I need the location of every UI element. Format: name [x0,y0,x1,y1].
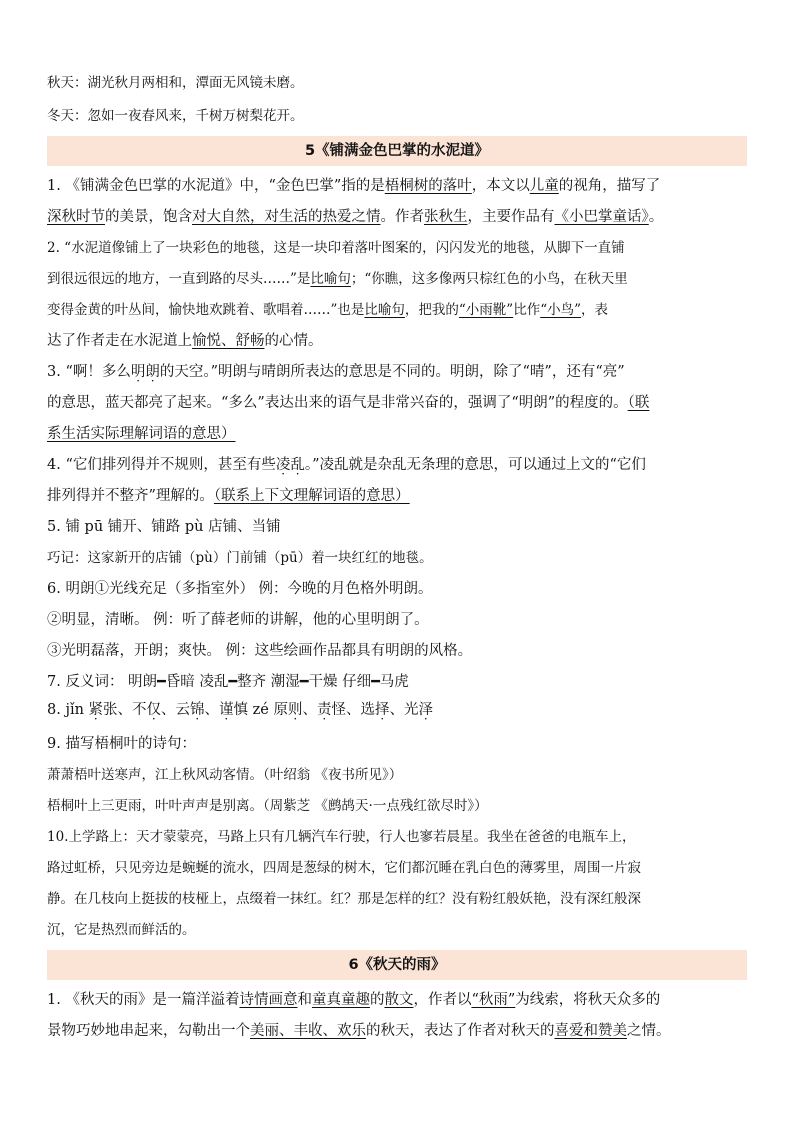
text: 到很远很远的地方，一直到路的尽头……”是 [47,271,311,287]
s5-item-9-poem-1: 萧萧梧叶送寒声，江上秋风动客情。（叶绍翁 《夜书所见》） [47,767,403,783]
blank-answer: 张秋生 [424,209,468,225]
s5-item-10-line-3: 静。在几枝向上挺拔的枝桠上，点缀着一抹红。红？那是怎样的红？没有粉红般妖艳，没有深红般深 [47,891,641,907]
blank-answer: “小雨靴” [458,302,514,318]
text: 比作 [513,302,541,318]
text: 慎 zé 原 [233,702,288,718]
text: 怪、选 [331,702,375,718]
s5-item-9-poem-2: 梧桐叶上三更雨，叶叶声声是别离。（周紫芝 《鹧鸪天·一点残红欲尽时》） [47,798,488,814]
text: 张、不 [103,702,147,718]
s5-item-1-line-1 [47,177,747,195]
dotted-char: 泽 [418,702,433,718]
section-6-banner [47,950,747,980]
blank-answer: 美丽、丰收、欢乐 [250,1023,366,1039]
text: 、 [302,702,317,718]
blank-answer: 愉悦、舒畅 [192,333,265,349]
text: ，表 [581,302,609,318]
dotted-char: 乱 [290,457,305,473]
dotted-char: 明 [130,364,146,380]
blank-answer: 深秋时节 [47,209,105,225]
method-note: 系生活实际理解词语的意思） [47,426,236,442]
text: 1. 《铺满金色巴掌的水泥道》中，“金色巴掌”指的是 [47,178,385,194]
text: 。作者 [380,209,424,225]
s5-item-9: 9. 描写梧桐叶的诗句： [47,736,196,752]
text: ，把我的 [404,302,459,318]
text: 和 [297,992,312,1008]
text: 、 [204,702,220,718]
s5-item-5-tip: 巧记：这家新开的店铺（pù）门前铺（pū）着一块红红的地毯。 [47,550,433,566]
blank-answer: 童真童趣 [311,992,370,1008]
s5-item-3-line-1 [47,363,747,381]
blank-answer: 儿童 [529,178,559,194]
s5-item-10-line-2: 路过虹桥，只见旁边是蜿蜒的流水，四周是葱绿的树木，它们都沉睡在乳白色的薄雾里，周围一片寂 [47,860,641,876]
dotted-char: 则 [287,702,303,718]
poem-autumn: 秋天：湖光秋月两相和，潭面无风镜未磨。 [47,75,304,91]
s5-item-2-line-4 [47,332,747,350]
s5-item-2-line-1: 2. “水泥道像铺上了一块彩色的地毯，这是一块印着落叶图案的，闪闪发光的地毯，从脚下一直铺 [47,240,625,256]
text: 。 [648,209,664,225]
section-5-banner [47,136,747,166]
text: 3. “啊！多么 [47,364,131,380]
text: 变得金黄的叶丛间，愉快地欢跳着、歌唱着……”也是 [47,302,365,318]
text: 8. jǐn [47,702,89,718]
dotted-char: 仅 [146,702,162,718]
text: 的天空。”明朗与晴朗所表达的意思是不同的。明朗，除了“晴”，还有“亮” [159,364,625,380]
text: ，本文以 [471,178,530,194]
text: 景物巧妙地串起来，勾勒出一个 [47,1023,250,1039]
s5-item-4-line-1 [47,456,747,474]
s5-item-4-line-2 [47,487,747,505]
s5-item-7: 7. 反义词： 明朗━昏暗 凌乱━整齐 潮湿━干燥 仔细━马虎 [47,674,409,690]
s5-item-2-line-3 [47,301,747,319]
dotted-char: 谨 [219,702,234,718]
dotted-char: 朗 [145,364,160,380]
method-note: （联 [627,395,650,411]
s5-item-2-line-2 [47,270,747,288]
dotted-char: 责 [316,702,332,718]
dotted-char: 凌 [275,457,291,473]
text: ，主要作品有 [467,209,555,225]
blank-answer: 诗情画意 [239,992,298,1008]
s5-item-6-3: ③光明磊落，开朗；爽快。 例：这些绘画作品都具有明朗的风格。 [47,643,473,659]
method-note: （联系上下文理解词语的意思） [213,488,410,504]
text: 的意思，蓝天都亮了起来。“多么”表达出来的语气是非常兴奋的，强调了“明朗”的程度的。 [47,395,628,411]
text: 、云 [161,702,191,718]
blank-answer: 散文 [384,992,414,1008]
text: 为线索，将秋天众多的 [515,992,661,1008]
text: 之情。 [627,1023,671,1039]
blank-answer: 梧桐树的落叶 [384,178,472,194]
document-page [47,74,747,1040]
text: 4. “它们排列得并不规则，甚至有些 [47,457,276,473]
blank-answer: 比喻句 [364,302,405,318]
s5-item-5: 5. 铺 pū 铺开、铺路 pù 店铺、当铺 [47,519,281,535]
text: 的视角，描写了 [558,178,661,194]
text: 的心情。 [264,333,323,349]
text: 1. 《秋天的雨》是一篇洋溢着 [47,992,240,1008]
blank-answer: 《小巴掌童话》 [554,209,649,225]
text: ，作者以 [413,992,472,1008]
text: 排列得并不整齐”理解的。 [47,488,214,504]
s6-item-1-line-1 [47,991,747,1009]
blank-answer: “秋雨” [471,992,516,1008]
blank-answer: 喜爱和赞美 [554,1023,627,1039]
s5-item-6-2: ②明显，清晰。 例：听了薛老师的讲解，他的心里明朗了。 [47,612,429,628]
s5-item-10-line-4: 沉，它是热烈而鲜活的。 [47,922,196,938]
s5-item-10-line-1: 10.上学路上：天才蒙蒙亮，马路上只有几辆汽车行驶，行人也寥若晨星。我坐在爸爸的电瓶车上， [47,829,636,845]
text: 的 [369,992,385,1008]
blank-answer: 比喻句 [310,271,351,287]
text: 达了作者走在水泥道上 [47,333,192,349]
poem-winter: 冬天：忽如一夜春风来，千树万树梨花开。 [47,108,304,124]
dotted-char: 紧 [88,702,104,718]
section-6-title: 6《秋天的雨》 [348,957,446,973]
s5-item-3-line-2 [47,394,747,412]
text: ；“你瞧，这多像两只棕红色的小鸟，在秋天里 [350,271,628,287]
s5-item-6-1: 6. 明朗①光线充足（多指室外） 例：今晚的月色格外明朗。 [47,581,433,597]
dotted-char: 锦 [190,702,205,718]
s5-item-1-line-2 [47,208,747,226]
section-5-title: 5《铺满金色巴掌的水泥道》 [304,143,490,159]
text: 的秋天，表达了作者对秋天的 [366,1023,555,1039]
text: 、光 [389,702,419,718]
s6-item-1-line-2 [47,1022,747,1040]
blank-answer: “小鸟” [540,302,582,318]
dotted-char: 择 [374,702,390,718]
blank-answer: 对大自然，对生活的热爱之情 [192,209,381,225]
text: 。”凌乱就是杂乱无条理的意思，可以通过上文的“它们 [304,457,646,473]
s5-item-3-line-3 [47,425,747,443]
s5-item-8 [47,701,747,719]
text: 的美景，饱含 [105,209,192,225]
